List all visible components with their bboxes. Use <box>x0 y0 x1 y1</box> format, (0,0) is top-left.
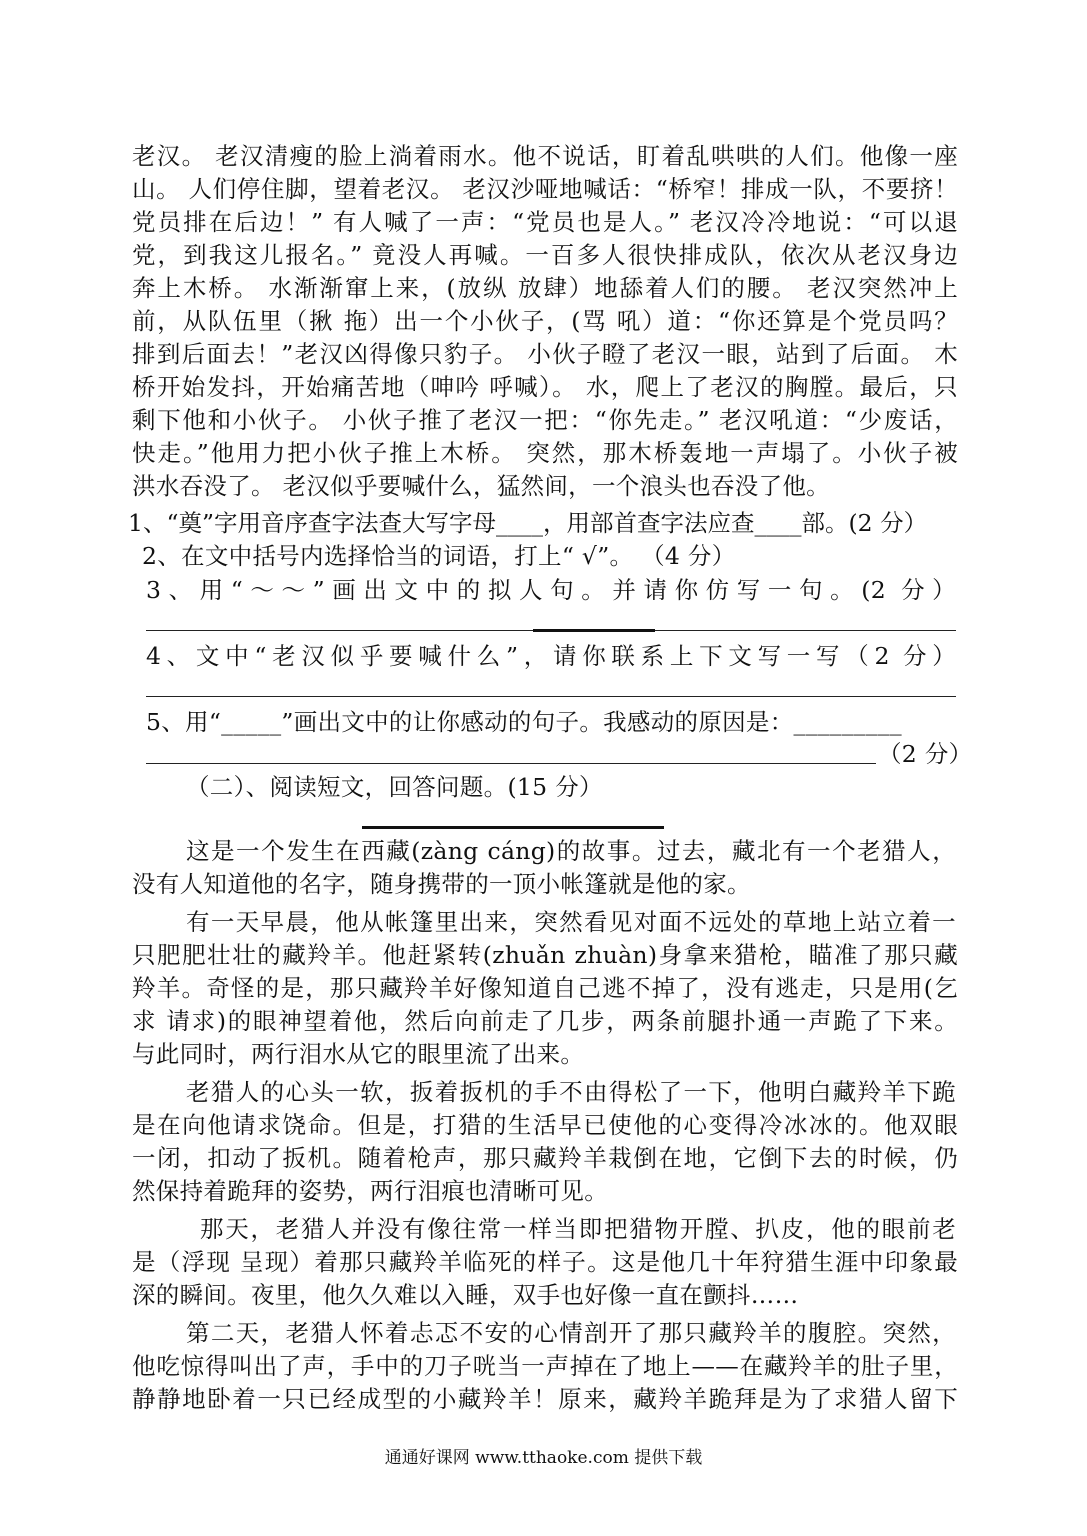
passage2-line: 他吃惊得叫出了声，手中的刀子咣当一声掉在了地上——在藏羚羊的肚子里， <box>132 1352 958 1380</box>
passage1-line: 剩下他和小伙子。 小伙子推了老汉一把：“你先走。” 老汉吼道：“少废话， <box>132 406 958 434</box>
section2-heading: （二）、阅读短文，回答问题。(15 分） <box>186 773 603 801</box>
question-2: 2、在文中括号内选择恰当的词语，打上“ √”。 （4 分） <box>142 542 736 570</box>
answer-line-q4 <box>146 696 956 697</box>
passage2-line: 一闭，扣动了扳机。随着枪声，那只藏羚羊栽倒在地，它倒下去的时候，仍 <box>132 1144 958 1172</box>
page-footer: 通通好课网 www.tthaoke.com 提供下载 <box>384 1448 703 1468</box>
passage1-line: 党，到我这儿报名。” 竟没人再喊。一百多人很快排成队，依次从老汉身边 <box>132 241 958 269</box>
title-underline <box>362 826 664 829</box>
answer-line-q5 <box>146 763 876 764</box>
passage2-line: 没有人知道他的名字，随身携带的一顶小帐篷就是他的家。 <box>132 870 751 898</box>
passage1-line: 党员排在后边！” 有人喊了一声：“党员也是人。” 老汉冷冷地说：“可以退 <box>132 208 958 236</box>
question-3: 3、用“～～”画出文中的拟人句。并请你仿写一句。(2 分） <box>146 576 956 604</box>
question-1: 1、“奠”字用音序查字法查大写字母____，用部首查字法应查____部。(2 分） <box>128 509 928 537</box>
passage2-line: 静静地卧着一只已经成型的小藏羚羊！原来，藏羚羊跪拜是为了求猎人留下 <box>132 1385 958 1413</box>
question-5: 5、用“_____”画出文中的让你感动的句子。我感动的原因是：_________ <box>146 708 902 736</box>
passage2-line: 老猎人的心头一软，扳着扳机的手不由得松了一下，他明白藏羚羊下跪 <box>186 1078 956 1106</box>
passage1-line: 洪水吞没了。 老汉似乎要喊什么，猛然间，一个浪头也吞没了他。 <box>132 472 830 500</box>
passage1-line: 山。 人们停住脚，望着老汉。 老汉沙哑地喊话：“桥窄！排成一队，不要挤！ <box>132 175 958 203</box>
passage1-line: 奔上木桥。 水渐渐窜上来，(放纵 放肆）地舔着人们的腰。 老汉突然冲上 <box>132 274 958 302</box>
passage1-line: 快走。”他用力把小伙子推上木桥。 突然，那木桥轰地一声塌了。小伙子被 <box>132 439 958 467</box>
passage2-line: 深的瞬间。夜里，他久久难以入睡，双手也好像一直在颤抖…… <box>132 1281 799 1309</box>
passage1-line: 前，从队伍里（揪 拖）出一个小伙子，(骂 吼）道：“你还算是个党员吗？ <box>132 307 958 335</box>
question-5-score: （2 分） <box>878 740 973 768</box>
passage2-line: 是（浮现 呈现）着那只藏羚羊临死的样子。这是他几十年狩猎生涯中印象最 <box>132 1248 958 1276</box>
passage1-line: 排到后面去！”老汉凶得像只豹子。 小伙子瞪了老汉一眼，站到了后面。 木 <box>132 340 958 368</box>
passage2-line: 只肥肥壮壮的藏羚羊。他赶紧转(zhuǎn zhuàn)身拿来猎枪，瞄准了那只藏 <box>132 941 958 969</box>
passage2-line: 是在向他请求饶命。但是，打猎的生活早已使他的心变得冷冰冰的。他双眼 <box>132 1111 958 1139</box>
passage2-line: 有一天早晨，他从帐篷里出来，突然看见对面不远处的草地上站立着一 <box>186 908 956 936</box>
passage1-line: 老汉。 老汉清瘦的脸上淌着雨水。他不说话，盯着乱哄哄的人们。他像一座 <box>132 142 958 170</box>
passage2-line: 第二天，老猎人怀着忐忑不安的心情剖开了那只藏羚羊的腹腔。突然， <box>186 1319 956 1347</box>
passage2-line: 这是一个发生在西藏(zàng cáng)的故事。过去，藏北有一个老猎人， <box>186 837 956 865</box>
passage2-line: 求 请求)的眼神望着他，然后向前走了几步，两条前腿扑通一声跪了下来。 <box>132 1007 958 1035</box>
underline-mark <box>533 629 655 632</box>
passage2-line: 那天，老猎人并没有像往常一样当即把猎物开膛、扒皮，他的眼前老 <box>200 1215 956 1243</box>
passage2-line: 与此同时，两行泪水从它的眼里流了出来。 <box>132 1040 585 1068</box>
passage2-line: 羚羊。奇怪的是，那只藏羚羊好像知道自己逃不掉了，没有逃走，只是用(乞 <box>132 974 958 1002</box>
passage1-line: 桥开始发抖，开始痛苦地（呻吟 呼喊）。 水，爬上了老汉的胸膛。最后，只 <box>132 373 958 401</box>
passage2-line: 然保持着跪拜的姿势，两行泪痕也清晰可见。 <box>132 1177 608 1205</box>
question-4: 4、文中“老汉似乎要喊什么”，请你联系上下文写一写（2 分） <box>146 642 956 670</box>
